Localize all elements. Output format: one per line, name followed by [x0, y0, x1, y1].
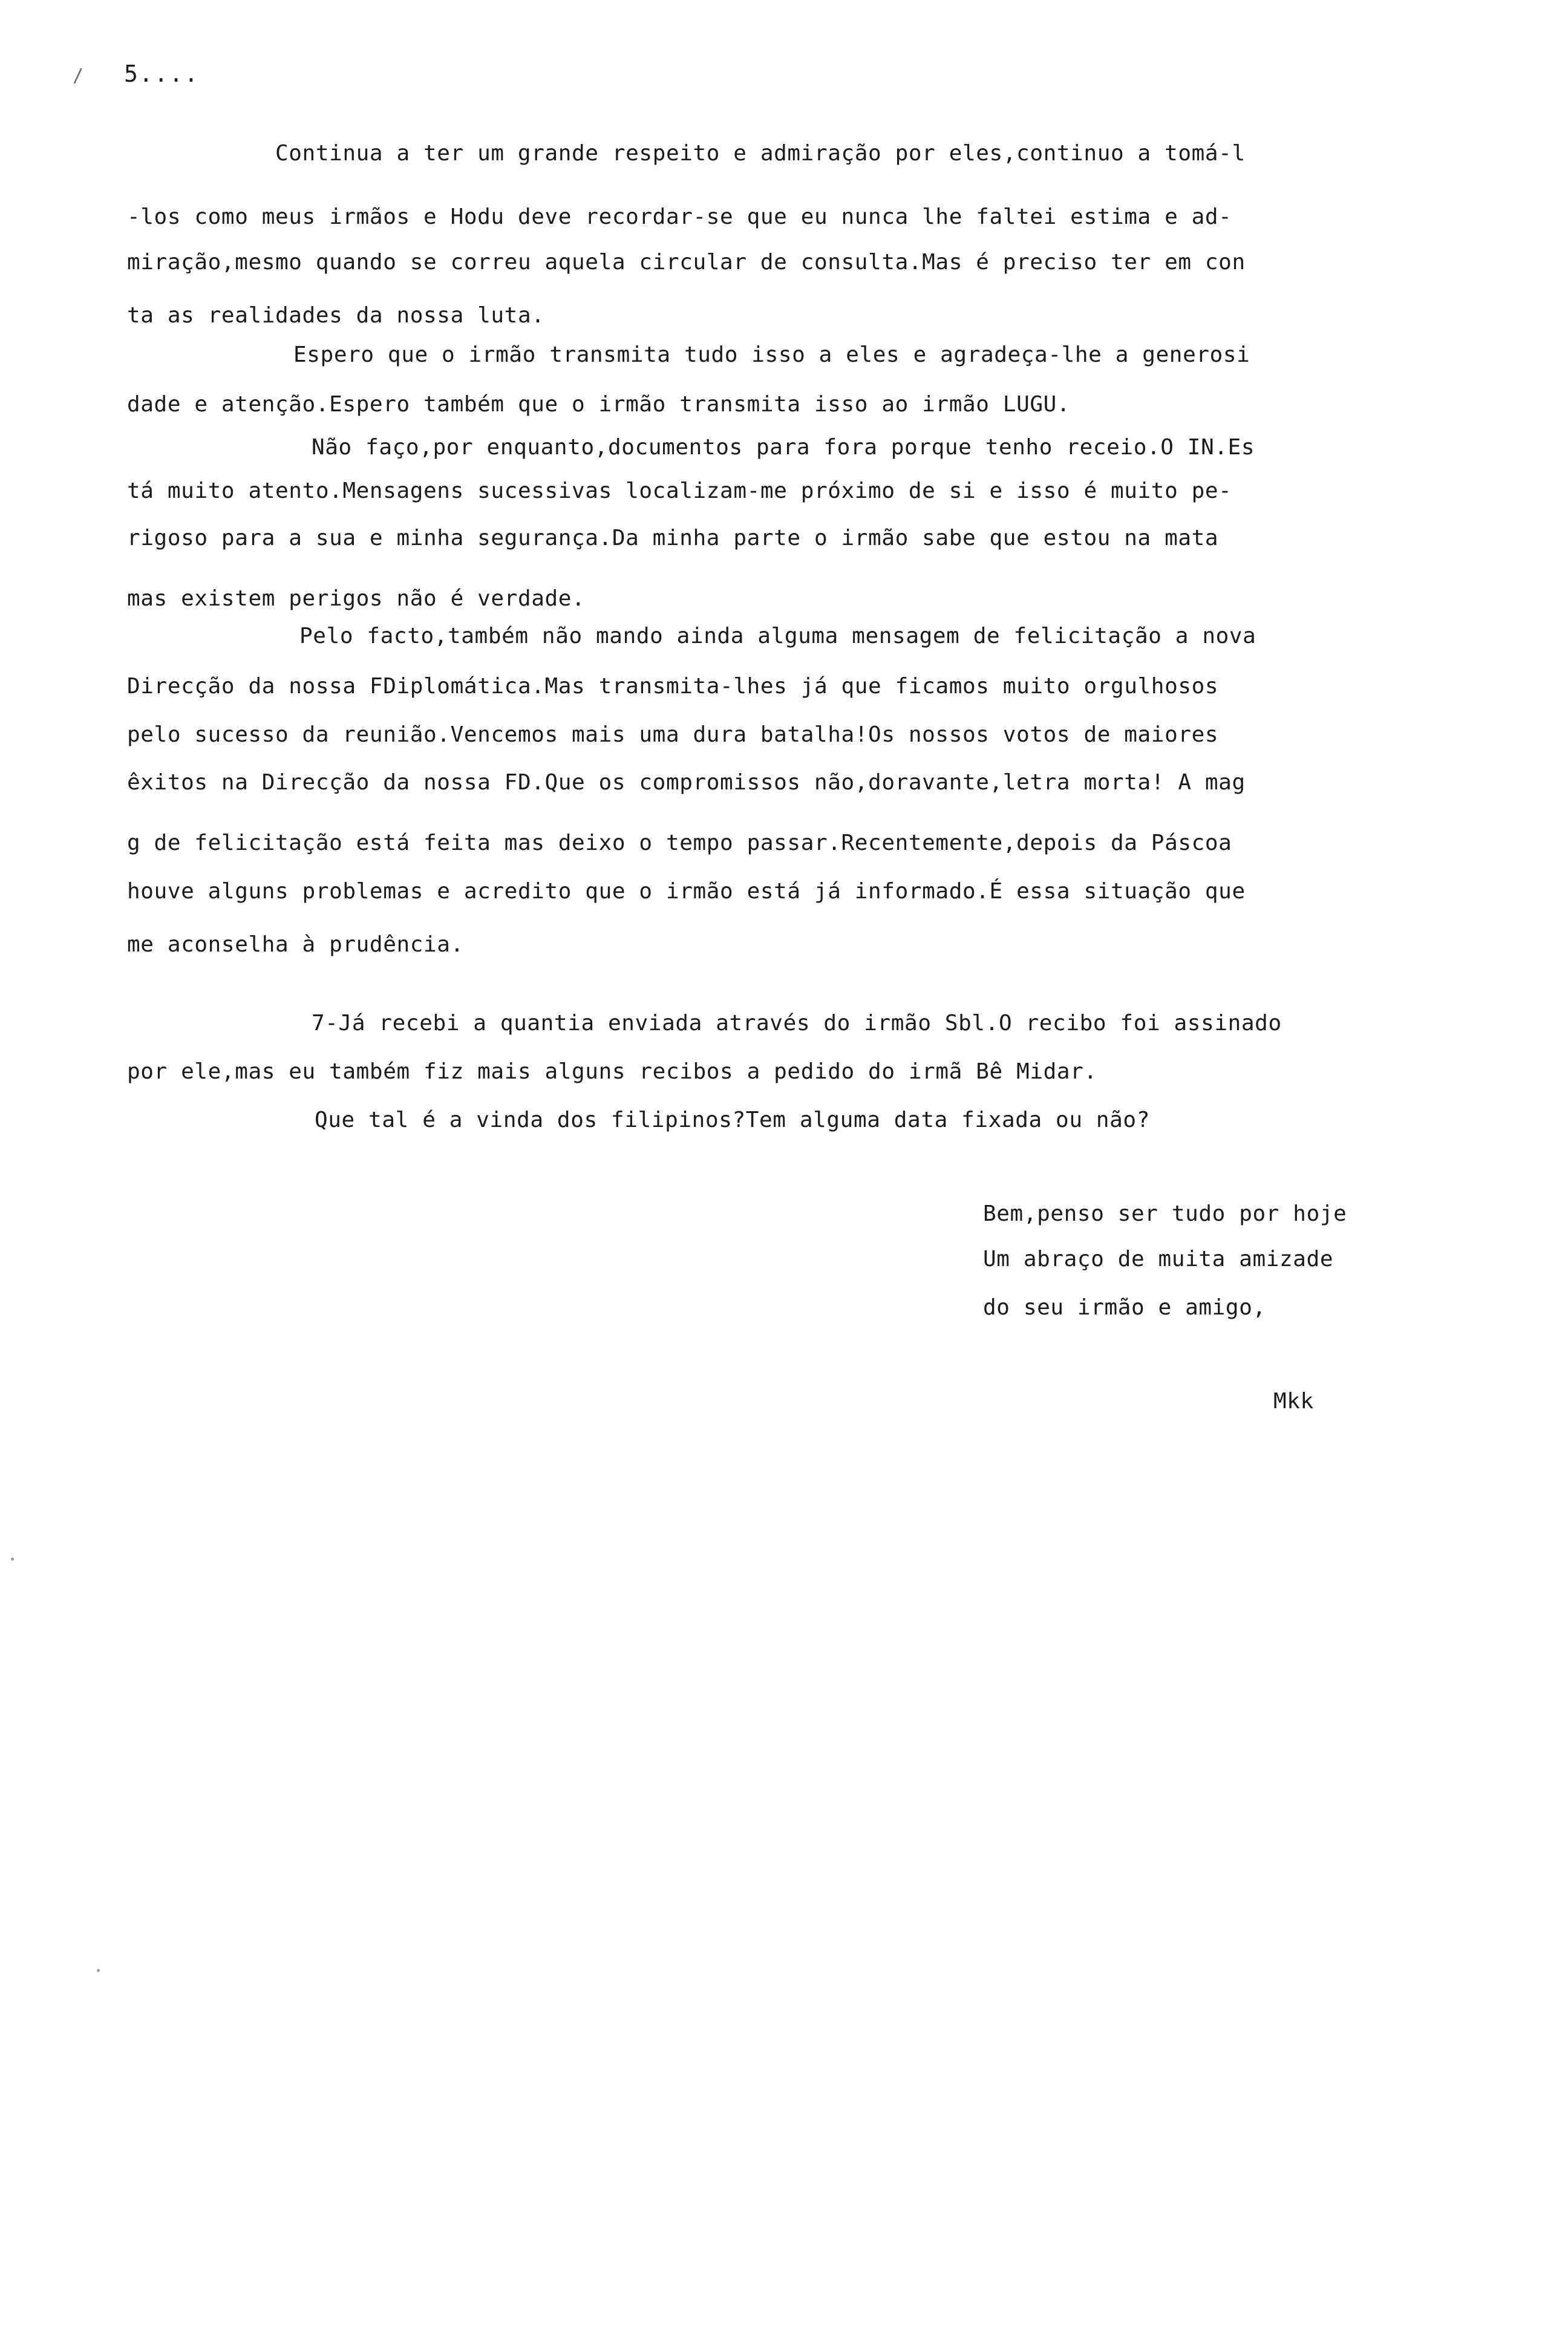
- body-line: -los como meus irmãos e Hodu deve recordar-se que eu nunca lhe faltei estima e ad-: [127, 204, 1232, 229]
- body-line: houve alguns problemas e acredito que o irmão está já informado.É essa situação que: [127, 879, 1246, 904]
- body-line: rigoso para a sua e minha segurança.Da minha parte o irmão sabe que estou na mata: [127, 526, 1219, 550]
- body-line: pelo sucesso da reunião.Vencemos mais uma dura batalha!Os nossos votos de maiores: [127, 722, 1219, 747]
- closing-line: Bem,penso ser tudo por hoje: [983, 1201, 1347, 1226]
- body-line: por ele,mas eu também fiz mais alguns recibos a pedido do irmã Bê Midar.: [127, 1059, 1097, 1084]
- body-line: tá muito atento.Mensagens sucessivas localizam-me próximo de si e isso é muito pe-: [127, 478, 1232, 503]
- body-line: êxitos na Direcção da nossa FD.Que os compromissos não,doravante,letra morta! A mag: [127, 770, 1246, 795]
- body-line: ta as realidades da nossa luta.: [127, 303, 545, 328]
- page-number: 5....: [124, 60, 200, 87]
- scan-speck: [97, 1969, 100, 1972]
- body-line: Continua a ter um grande respeito e admiração por eles,continuo a tomá-l: [275, 141, 1246, 166]
- body-line: me aconselha à prudência.: [127, 932, 464, 957]
- body-line: g de felicitação está feita mas deixo o tempo passar.Recentemente,depois da Páscoa: [127, 831, 1232, 855]
- scan-speck: [11, 1558, 14, 1561]
- closing-line: do seu irmão e amigo,: [983, 1295, 1266, 1320]
- closing-line: Um abraço de muita amizade: [983, 1247, 1334, 1272]
- margin-mark: /: [73, 65, 84, 87]
- body-line: Pelo facto,também não mando ainda alguma mensagem de felicitação a nova: [299, 624, 1256, 648]
- body-line: Espero que o irmão transmita tudo isso a eles e agradeça-lhe a generosi: [293, 342, 1250, 367]
- signature: Mkk: [1273, 1389, 1314, 1414]
- body-line: dade e atenção.Espero também que o irmão transmita isso ao irmão LUGU.: [127, 392, 1071, 417]
- body-line: mas existem perigos não é verdade.: [127, 586, 586, 611]
- body-line: Direcção da nossa FDiplomática.Mas transmita-lhes já que ficamos muito orgulhosos: [127, 674, 1219, 699]
- body-line: Não faço,por enquanto,documentos para fora porque tenho receio.O IN.Es: [312, 435, 1255, 460]
- body-line: miração,mesmo quando se correu aquela circular de consulta.Mas é preciso ter em con: [127, 250, 1246, 275]
- body-line: 7-Já recebi a quantia enviada através do irmão Sbl.O recibo foi assinado: [312, 1011, 1282, 1036]
- body-line: Que tal é a vinda dos filipinos?Tem alguma data fixada ou não?: [315, 1108, 1150, 1132]
